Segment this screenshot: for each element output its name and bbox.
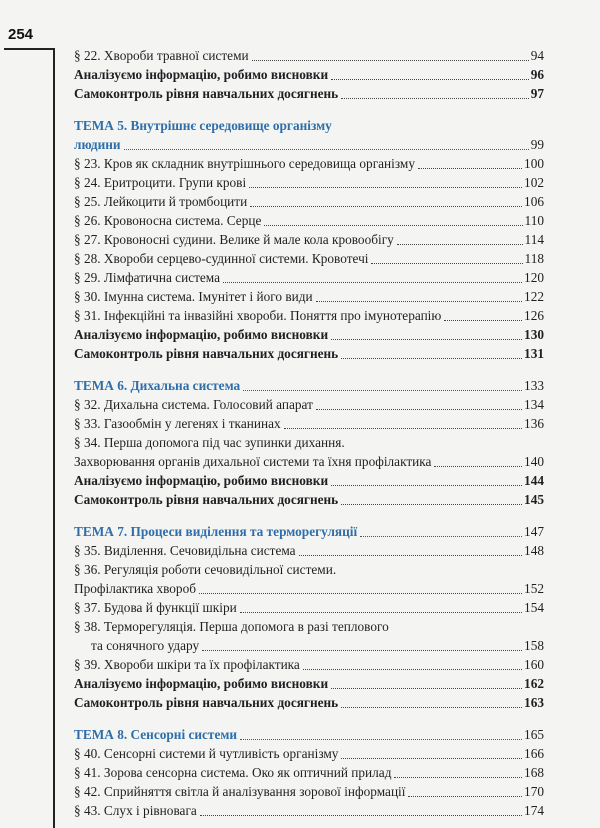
toc-entry[interactable] — [74, 693, 544, 712]
page-number: 254 — [8, 26, 34, 43]
toc-entry[interactable] — [74, 579, 544, 598]
toc-page-number: 94 — [530, 48, 544, 63]
toc-entry-title: ТЕМА 8. Сенсорні системи — [74, 727, 238, 742]
dot-leader — [341, 706, 522, 708]
toc-page-number: 99 — [530, 137, 544, 152]
toc-page-number: 166 — [524, 746, 544, 761]
toc-page-number: 165 — [524, 727, 544, 742]
section-gap — [74, 363, 544, 376]
toc-entry-title: ТЕМА 6. Дихальна система — [74, 378, 241, 393]
toc-entry-title: § 43. Слух і рівновага — [74, 803, 197, 818]
toc-entry-title: Самоконтроль рівня навчальних досягнень — [74, 86, 339, 101]
toc-entry-line: § 34. Перша допомога під час зупинки дихання. — [74, 435, 345, 450]
dot-leader — [341, 503, 522, 505]
toc-entry[interactable] — [74, 192, 544, 211]
toc-entry[interactable] — [74, 268, 544, 287]
toc-entry-title: Аналізуємо інформацію, робимо висновки — [74, 67, 329, 82]
toc-page-number: 134 — [524, 397, 544, 412]
toc-theme-heading-line: ТЕМА 5. Внутрішнє середовище організму — [74, 118, 332, 133]
toc-entry-title: § 32. Дихальна система. Голосовий апарат — [74, 397, 313, 412]
toc-theme-heading[interactable] — [74, 376, 544, 395]
toc-entry-title: § 25. Лейкоцити й тромбоцити — [74, 194, 248, 209]
toc-page-number: 148 — [524, 543, 544, 558]
toc-entry-title: § 37. Будова й функції шкіри — [74, 600, 237, 615]
dot-leader — [200, 814, 522, 816]
dot-leader — [316, 408, 522, 410]
dot-leader — [444, 319, 522, 321]
dot-leader — [360, 535, 522, 537]
dot-leader — [371, 262, 522, 264]
toc-page-number: 145 — [524, 492, 544, 507]
dot-leader — [124, 148, 529, 150]
dot-leader — [250, 205, 522, 207]
toc-entry-title: Самоконтроль рівня навчальних досягнень — [74, 695, 339, 710]
toc-entry[interactable] — [74, 249, 544, 268]
toc-entry[interactable] — [74, 325, 544, 344]
toc-entry-title: § 40. Сенсорні системи й чутливість організму — [74, 746, 339, 761]
toc-entry-title: § 28. Хвороби серцево-судинної системи. Кровотечі — [74, 251, 369, 266]
toc-entry[interactable] — [74, 344, 544, 363]
dot-leader — [202, 649, 522, 651]
toc-page-number: 122 — [524, 289, 544, 304]
toc-entry-title: § 35. Виділення. Сечовидільна система — [74, 543, 296, 558]
toc-page-number: 133 — [524, 378, 544, 393]
dot-leader — [299, 554, 522, 556]
page-frame-border — [4, 48, 55, 828]
dot-leader — [341, 757, 522, 759]
toc-entry[interactable] — [74, 801, 544, 820]
toc-entry[interactable] — [74, 287, 544, 306]
dot-leader — [303, 668, 522, 670]
dot-leader — [316, 300, 522, 302]
toc-entry[interactable] — [74, 452, 544, 471]
dot-leader — [408, 795, 522, 797]
toc-entry-title: § 27. Кровоносні судини. Велике й мале кола кровообігу — [74, 232, 394, 247]
toc-page-number: 102 — [524, 175, 544, 190]
toc-page-number: 96 — [530, 67, 544, 82]
dot-leader — [264, 224, 522, 226]
toc-entry-title: Самоконтроль рівня навчальних досягнень — [74, 492, 339, 507]
toc-entry-title: Аналізуємо інформацію, робимо висновки — [74, 676, 329, 691]
toc-entry[interactable] — [74, 230, 544, 249]
toc-page-number: 162 — [524, 676, 544, 691]
section-gap — [74, 712, 544, 725]
toc-entry-title: § 39. Хвороби шкіри та їх профілактика — [74, 657, 300, 672]
dot-leader — [331, 484, 522, 486]
toc-entry-title: Аналізуємо інформацію, робимо висновки — [74, 327, 329, 342]
table-of-contents — [74, 46, 544, 820]
toc-page-number: 106 — [524, 194, 544, 209]
toc-entry[interactable] — [74, 490, 544, 509]
toc-entry-title: § 30. Імунна система. Імунітет і його види — [74, 289, 313, 304]
toc-section — [74, 116, 544, 363]
toc-entry[interactable] — [74, 414, 544, 433]
toc-page-number: 168 — [524, 765, 544, 780]
dot-leader — [331, 687, 522, 689]
toc-entry[interactable] — [74, 211, 544, 230]
toc-page-number: 131 — [524, 346, 544, 361]
toc-theme-heading[interactable] — [74, 135, 544, 154]
dot-leader — [199, 592, 522, 594]
toc-page-number: 163 — [524, 695, 544, 710]
toc-entry[interactable] — [74, 306, 544, 325]
dot-leader — [284, 427, 522, 429]
toc-entry-title: § 24. Еритроцити. Групи крові — [74, 175, 247, 190]
toc-entry-title: § 33. Газообмін у легенях і тканинах — [74, 416, 281, 431]
toc-page-number: 160 — [524, 657, 544, 672]
toc-entry[interactable] — [74, 173, 544, 192]
dot-leader — [331, 338, 522, 340]
dot-leader — [252, 59, 529, 61]
toc-entry[interactable] — [74, 763, 544, 782]
toc-page-number: 130 — [524, 327, 544, 342]
toc-page-number: 154 — [524, 600, 544, 615]
dot-leader — [418, 167, 522, 169]
toc-page-number: 144 — [524, 473, 544, 488]
toc-entry-title: Профілактика хвороб — [74, 581, 196, 596]
toc-entry[interactable] — [74, 541, 544, 560]
toc-section — [74, 522, 544, 712]
toc-entry-title: Аналізуємо інформацію, робимо висновки — [74, 473, 329, 488]
toc-entry-line: § 38. Терморегуляція. Перша допомога в разі теплового — [74, 619, 389, 634]
toc-page-number: 118 — [524, 251, 544, 266]
toc-entry[interactable] — [74, 674, 544, 693]
toc-page-number: 170 — [524, 784, 544, 799]
toc-entry[interactable] — [74, 84, 544, 103]
toc-theme-heading[interactable] — [74, 725, 544, 744]
toc-page-number: 158 — [524, 638, 544, 653]
section-gap — [74, 103, 544, 116]
dot-leader — [341, 357, 522, 359]
toc-entry-title: людини — [74, 137, 121, 152]
toc-page-number: 100 — [524, 156, 544, 171]
toc-entry-title: § 31. Інфекційні та інвазійні хвороби. Поняття про імунотерапію — [74, 308, 442, 323]
toc-entry[interactable] — [74, 46, 544, 65]
toc-entry-title: та сонячного удару — [91, 638, 200, 653]
dot-leader — [394, 776, 522, 778]
toc-entry[interactable] — [74, 744, 544, 763]
toc-entry-title: § 42. Сприйняття світла й аналізування зорової інформації — [74, 784, 406, 799]
toc-section — [74, 46, 544, 103]
dot-leader — [223, 281, 522, 283]
toc-page-number: 97 — [530, 86, 544, 101]
toc-entry[interactable] — [74, 655, 544, 674]
toc-entry-title: Захворювання органів дихальної системи та їхня профілактика — [74, 454, 432, 469]
dot-leader — [341, 97, 528, 99]
toc-page-number: 174 — [524, 803, 544, 818]
toc-entry[interactable] — [74, 395, 544, 414]
toc-entry[interactable] — [74, 154, 544, 173]
toc-page-number: 136 — [524, 416, 544, 431]
dot-leader — [434, 465, 522, 467]
toc-page-number: 147 — [524, 524, 544, 539]
toc-entry-title: § 29. Лімфатична система — [74, 270, 221, 285]
toc-entry[interactable] — [74, 598, 544, 617]
dot-leader — [240, 738, 522, 740]
toc-theme-heading[interactable] — [74, 522, 544, 541]
dot-leader — [243, 389, 522, 391]
toc-page-number: 110 — [524, 213, 544, 228]
toc-entry[interactable] — [74, 782, 544, 801]
dot-leader — [331, 78, 529, 80]
toc-page-number: 140 — [524, 454, 544, 469]
toc-entry-title: § 23. Кров як складник внутрішнього середовища організму — [74, 156, 415, 171]
toc-section — [74, 376, 544, 509]
dot-leader — [240, 611, 522, 613]
toc-section — [74, 725, 544, 820]
toc-entry-title: § 41. Зорова сенсорна система. Око як оптичний прилад — [74, 765, 392, 780]
toc-entry[interactable] — [74, 471, 544, 490]
dot-leader — [397, 243, 523, 245]
toc-page-number: 114 — [524, 232, 544, 247]
toc-entry[interactable] — [74, 65, 544, 84]
toc-page-number: 126 — [524, 308, 544, 323]
toc-entry-title: ТЕМА 7. Процеси виділення та терморегуляції — [74, 524, 358, 539]
section-gap — [74, 509, 544, 522]
toc-page-number: 152 — [524, 581, 544, 596]
toc-entry-line: § 36. Регуляція роботи сечовидільної системи. — [74, 562, 337, 577]
toc-entry-title: Самоконтроль рівня навчальних досягнень — [74, 346, 339, 361]
toc-page-number: 120 — [524, 270, 544, 285]
toc-entry[interactable] — [74, 636, 544, 655]
toc-entry-title: § 26. Кровоносна система. Серце — [74, 213, 262, 228]
dot-leader — [249, 186, 522, 188]
toc-entry-title: § 22. Хвороби травної системи — [74, 48, 249, 63]
